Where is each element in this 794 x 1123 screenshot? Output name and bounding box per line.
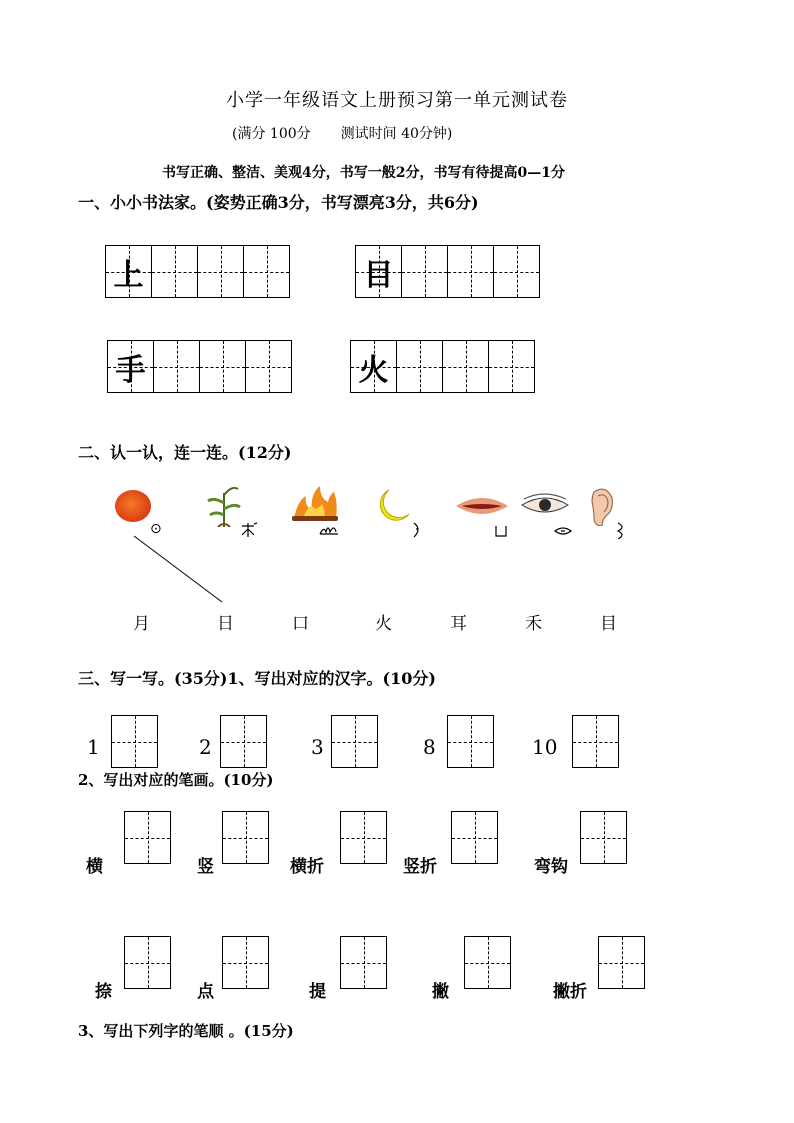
grid-cell[interactable] (243, 245, 290, 298)
grid-cell[interactable] (245, 340, 292, 393)
answer-box[interactable] (124, 936, 171, 989)
stroke-label: 竖折 (403, 857, 437, 877)
answer-box[interactable] (447, 715, 494, 768)
practice-grid-3[interactable] (107, 340, 292, 393)
answer-box[interactable] (222, 936, 269, 989)
answer-box[interactable] (220, 715, 267, 768)
moon-glyph-icon (410, 521, 424, 539)
answer-box[interactable] (111, 715, 158, 768)
practice-grid-1[interactable] (105, 245, 290, 298)
eye-glyph-icon (553, 525, 573, 537)
section1-heading: 一、小小书法家。(姿势正确3分，书写漂亮3分，共6分) (78, 193, 479, 212)
match-char[interactable]: 目 (600, 614, 617, 634)
exam-info (232, 123, 452, 143)
stroke-label: 横折 (290, 857, 324, 877)
stroke-label: 竖 (197, 857, 214, 877)
mouth-glyph-icon (494, 524, 508, 538)
grid-cell[interactable] (488, 340, 535, 393)
handwriting-note: 书写正确、整洁、美观4分，书写一般2分，书写有待提高0—1分 (162, 165, 565, 181)
answer-box[interactable] (580, 811, 627, 864)
number-label: 3 (311, 735, 324, 759)
part2-heading: 2、写出对应的笔画。(10分) (78, 771, 274, 789)
stroke-label: 撇折 (553, 982, 587, 1002)
sun-icon (113, 488, 153, 524)
grid-cell[interactable] (107, 340, 154, 393)
grid-cell[interactable] (355, 245, 402, 298)
stroke-label: 撇 (432, 982, 449, 1002)
test-time-text: 测试时间 40分钟) (340, 126, 453, 142)
answer-box[interactable] (340, 811, 387, 864)
fire-icon (288, 484, 342, 524)
answer-box[interactable] (451, 811, 498, 864)
number-label: 8 (423, 735, 436, 759)
eye-icon (520, 493, 570, 517)
grid-cell[interactable] (197, 245, 244, 298)
grid-cell[interactable] (350, 340, 397, 393)
part3-heading: 3、写出下列字的笔顺 。(15分) (78, 1022, 294, 1040)
match-char[interactable]: 月 (133, 614, 150, 634)
answer-box[interactable] (572, 715, 619, 768)
page-title: 小学一年级语文上册预习第一单元测试卷 (226, 90, 568, 111)
answer-box[interactable] (124, 811, 171, 864)
practice-grid-4[interactable] (350, 340, 535, 393)
section3-heading: 三、写一写。(35分)1、写出对应的汉字。(10分) (78, 669, 436, 688)
stroke-label: 提 (309, 982, 326, 1002)
grain-glyph-icon (240, 522, 260, 538)
grain-icon (204, 483, 244, 527)
ear-icon (588, 486, 616, 526)
match-char[interactable]: 日 (217, 614, 234, 634)
match-char[interactable]: 禾 (525, 614, 542, 634)
grid-cell[interactable] (105, 245, 152, 298)
number-label: 2 (199, 735, 212, 759)
answer-box[interactable] (340, 936, 387, 989)
practice-grid-2[interactable] (355, 245, 540, 298)
grid-cell[interactable] (442, 340, 489, 393)
grid-cell[interactable] (396, 340, 443, 393)
stroke-label: 捺 (95, 982, 112, 1002)
fire-glyph-icon (318, 522, 342, 538)
model-char: 上 (113, 257, 144, 293)
stroke-label: 点 (197, 982, 214, 1002)
answer-box[interactable] (331, 715, 378, 768)
model-char: 火 (358, 352, 389, 388)
match-char[interactable]: 火 (375, 614, 392, 634)
grid-cell[interactable] (447, 245, 494, 298)
ancient-glyph-sun: ⊙ (150, 521, 162, 537)
match-char[interactable]: 耳 (450, 614, 467, 634)
moon-icon (375, 488, 411, 522)
stroke-label: 横 (86, 857, 103, 877)
ear-glyph-icon (616, 521, 628, 539)
answer-box[interactable] (598, 936, 645, 989)
match-char[interactable]: 口 (292, 614, 309, 634)
model-char: 手 (115, 352, 146, 388)
answer-box[interactable] (222, 811, 269, 864)
number-label: 1 (87, 735, 100, 759)
full-score-text: (满分 100分 (232, 126, 311, 142)
grid-cell[interactable] (199, 340, 246, 393)
stroke-label: 弯钩 (534, 857, 568, 877)
model-char: 目 (363, 257, 394, 293)
grid-cell[interactable] (153, 340, 200, 393)
mouth-icon (454, 492, 510, 520)
example-match-line (130, 533, 226, 605)
answer-box[interactable] (464, 936, 511, 989)
grid-cell[interactable] (151, 245, 198, 298)
section2-heading: 二、认一认，连一连。(12分) (78, 443, 292, 462)
grid-cell[interactable] (493, 245, 540, 298)
grid-cell[interactable] (401, 245, 448, 298)
number-label: 10 (532, 735, 558, 759)
